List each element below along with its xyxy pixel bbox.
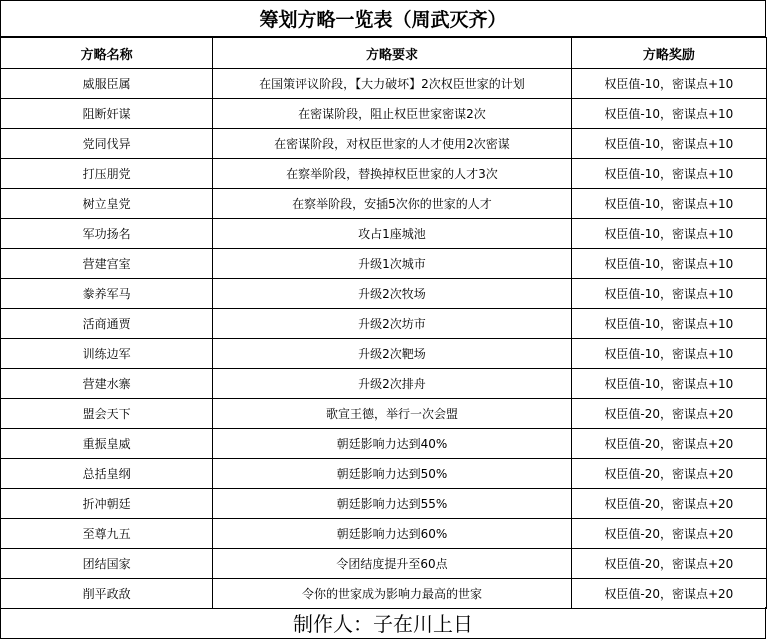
strategy-name-cell: 削平政敌 [1,579,213,609]
strategy-requirement-cell: 在国策评议阶段，【大力破坏】2次权臣世家的计划 [213,69,571,99]
strategy-name-cell: 折冲朝廷 [1,489,213,519]
strategy-name-cell: 营建宫室 [1,249,213,279]
strategy-reward-cell: 权臣值-10，密谋点+10 [571,159,766,189]
strategy-reward-cell: 权臣值-20，密谋点+20 [571,489,766,519]
strategy-name-cell: 总括皇纲 [1,459,213,489]
author-credit: 制作人：子在川上日 [0,607,766,639]
strategy-name-cell: 重振皇威 [1,429,213,459]
strategy-name-cell: 豢养军马 [1,279,213,309]
table-row [1,219,767,249]
table-row [1,549,767,579]
table-row [1,249,767,279]
table-header-row [1,38,767,69]
strategy-reward-cell: 权臣值-10，密谋点+10 [571,279,766,309]
strategy-requirement-cell: 在察举阶段，替换掉权臣世家的人才3次 [213,159,571,189]
table-row [1,129,767,159]
strategy-name-cell: 党同伐异 [1,129,213,159]
strategy-requirement-cell: 在察举阶段，安插5次你的世家的人才 [213,189,571,219]
table-row [1,69,767,99]
strategy-name-cell: 打压朋党 [1,159,213,189]
table-row [1,279,767,309]
strategy-reward-cell: 权臣值-10，密谋点+10 [571,369,766,399]
strategy-requirement-cell: 升级2次牧场 [213,279,571,309]
strategy-reward-cell: 权臣值-10，密谋点+10 [571,99,766,129]
strategy-name-cell: 训练边军 [1,339,213,369]
table-row [1,189,767,219]
strategy-requirement-cell: 升级2次靶场 [213,339,571,369]
table-row [1,339,767,369]
strategy-reward-cell: 权臣值-10，密谋点+10 [571,69,766,99]
table-row [1,159,767,189]
strategy-requirement-cell: 歌宣王德，举行一次会盟 [213,399,571,429]
strategy-reward-cell: 权臣值-20，密谋点+20 [571,459,766,489]
strategy-requirement-cell: 令团结度提升至60点 [213,549,571,579]
strategy-reward-cell: 权臣值-10，密谋点+10 [571,249,766,279]
strategy-reward-cell: 权臣值-20，密谋点+20 [571,579,766,609]
strategy-name-cell: 阻断奸谋 [1,99,213,129]
strategy-requirement-cell: 令你的世家成为影响力最高的世家 [213,579,571,609]
strategy-reward-cell: 权臣值-20，密谋点+20 [571,519,766,549]
strategy-requirement-cell: 升级1次城市 [213,249,571,279]
strategy-name-cell: 树立皇党 [1,189,213,219]
strategy-name-cell: 威服臣属 [1,69,213,99]
table-row [1,459,767,489]
strategy-name-cell: 活商通贾 [1,309,213,339]
strategy-requirement-cell: 在密谋阶段，阻止权臣世家密谋2次 [213,99,571,129]
strategy-name-cell: 团结国家 [1,549,213,579]
header-strategy-requirement: 方略要求 [213,38,571,69]
strategy-requirement-cell: 朝廷影响力达到55% [213,489,571,519]
strategy-requirement-cell: 在密谋阶段，对权臣世家的人才使用2次密谋 [213,129,571,159]
strategy-name-cell: 军功扬名 [1,219,213,249]
table-body [1,69,767,609]
strategy-requirement-cell: 朝廷影响力达到50% [213,459,571,489]
table-row [1,429,767,459]
strategy-reward-cell: 权臣值-20，密谋点+20 [571,399,766,429]
strategy-reward-cell: 权臣值-10，密谋点+10 [571,189,766,219]
strategy-requirement-cell: 朝廷影响力达到40% [213,429,571,459]
strategy-reward-cell: 权臣值-20，密谋点+20 [571,549,766,579]
header-strategy-reward: 方略奖励 [571,38,766,69]
strategy-name-cell: 营建水寨 [1,369,213,399]
table-row [1,579,767,609]
sheet-title: 筹划方略一览表（周武灭齐） [0,0,766,37]
table-row [1,489,767,519]
strategy-requirement-cell: 升级2次坊市 [213,309,571,339]
strategy-reward-cell: 权臣值-10，密谋点+10 [571,339,766,369]
table-row [1,309,767,339]
strategy-name-cell: 盟会天下 [1,399,213,429]
table-row [1,369,767,399]
strategy-name-cell: 至尊九五 [1,519,213,549]
table-row [1,519,767,549]
table-row [1,99,767,129]
strategy-requirement-cell: 升级2次排舟 [213,369,571,399]
strategy-reward-cell: 权臣值-10，密谋点+10 [571,309,766,339]
strategy-reward-cell: 权臣值-10，密谋点+10 [571,219,766,249]
table-row [1,399,767,429]
strategy-reward-cell: 权臣值-20，密谋点+20 [571,429,766,459]
strategy-requirement-cell: 朝廷影响力达到60% [213,519,571,549]
strategy-reward-cell: 权臣值-10，密谋点+10 [571,129,766,159]
header-strategy-name: 方略名称 [1,38,213,69]
strategy-table [0,37,767,609]
strategy-requirement-cell: 攻占1座城池 [213,219,571,249]
